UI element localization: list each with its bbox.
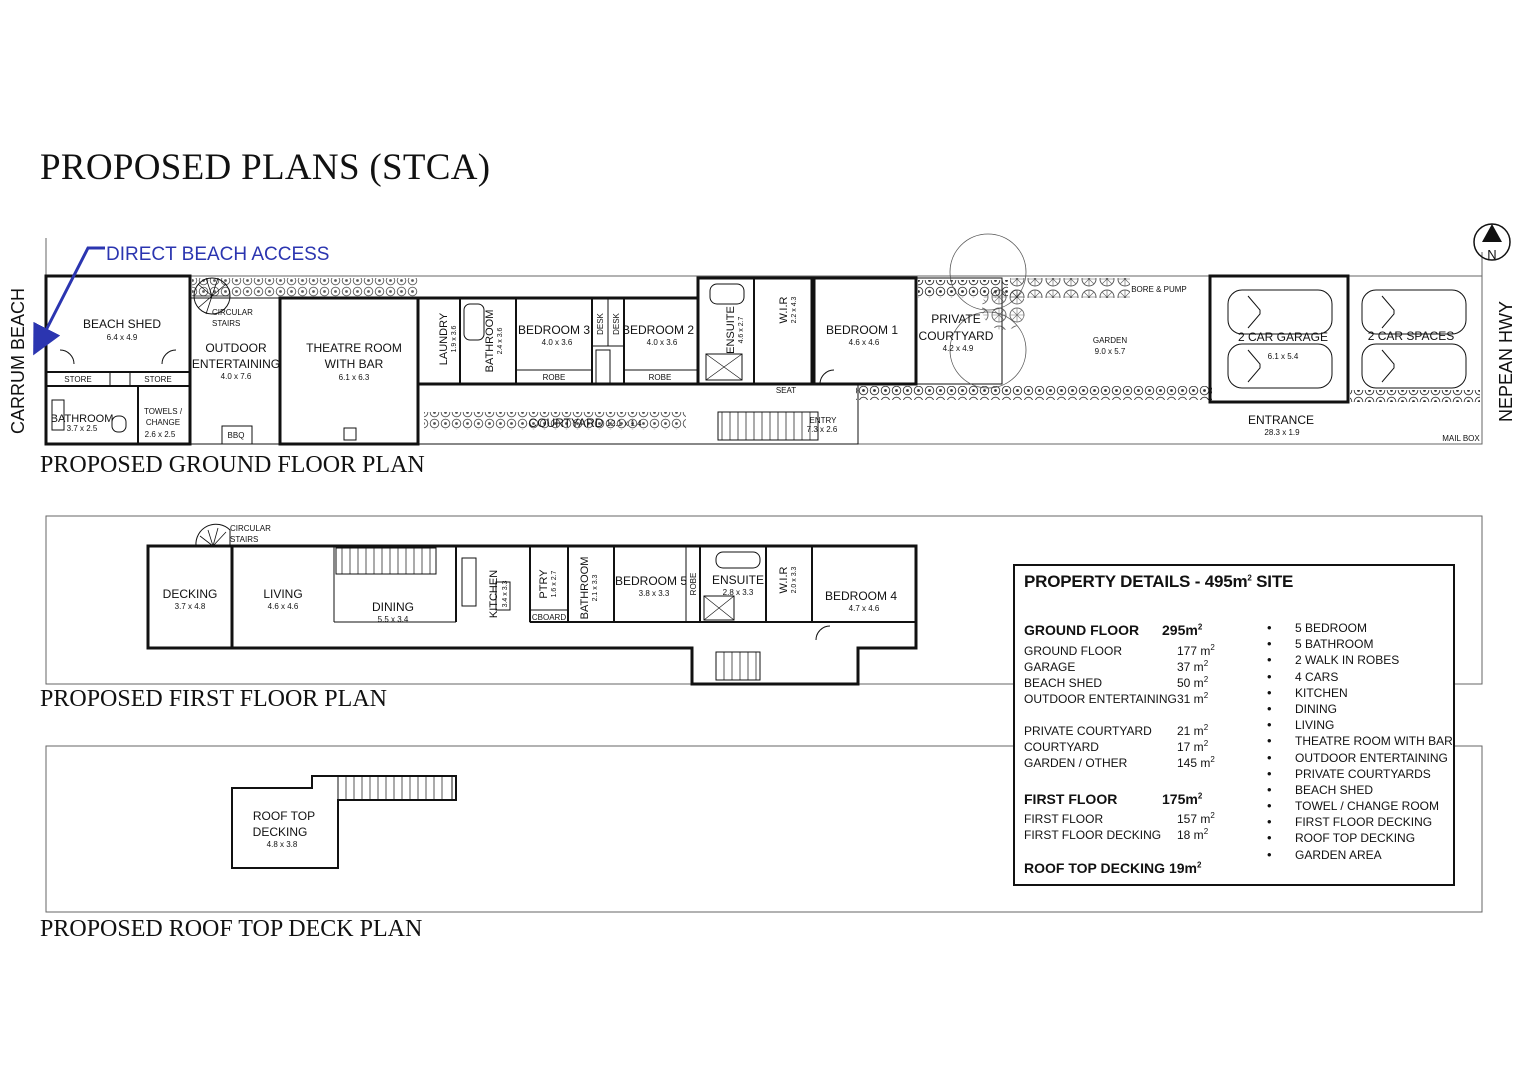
pantry-label: PTRY xyxy=(538,569,550,599)
change-label: CHANGE xyxy=(145,418,181,427)
bedroom1-label: BEDROOM 1 xyxy=(825,323,899,337)
ensuite-label: ENSUITE xyxy=(725,306,737,354)
carrum-beach-label: CARRUM BEACH xyxy=(8,287,28,434)
area-row: PRIVATE COURTYARD 21 $m^2$ xyxy=(1024,723,1209,738)
feature-item: • 5 BEDROOM xyxy=(1267,620,1453,636)
bathroom2-dim: 2.4 x 3.6 xyxy=(497,327,504,355)
first-floor-caption: PROPOSED FIRST FLOOR PLAN xyxy=(40,686,387,712)
bedroom3-dim: 4.0 x 3.6 xyxy=(541,338,573,347)
area-row: GROUND FLOOR 177 $m^2$ xyxy=(1024,643,1215,658)
feature-item: • THEATRE ROOM WITH BAR xyxy=(1267,733,1453,749)
outdoor-dim: 4.0 x 7.6 xyxy=(220,372,252,381)
garden-dim: 9.0 x 5.7 xyxy=(1094,347,1126,356)
dining-dim: 5.5 x 3.4 xyxy=(377,615,409,624)
feature-item: • GARDEN AREA xyxy=(1267,847,1453,863)
property-details-heading: PROPERTY DETAILS - $495m^2$ SITE xyxy=(1024,572,1294,591)
decking-dim: 3.7 x 4.8 xyxy=(174,602,206,611)
desk-label-1: DESK xyxy=(596,313,605,335)
bedroom2-label: BEDROOM 2 xyxy=(621,323,695,337)
area-row: GARDEN / OTHER 145 $m^2$ xyxy=(1024,755,1215,770)
ground-floor-caption: PROPOSED GROUND FLOOR PLAN xyxy=(40,452,425,478)
feature-item: • LIVING xyxy=(1267,717,1453,733)
shed-bathroom-label: BATHROOM xyxy=(50,413,114,425)
outdoor-label-2: ENTERTAINING xyxy=(191,357,281,371)
laundry-dim: 1.9 x 3.6 xyxy=(451,325,458,353)
first-floor-total: FIRST FLOOR $175m^2$ xyxy=(1024,791,1203,807)
circular-stairs-first xyxy=(196,524,230,546)
area-row: COURTYARD 17 $m^2$ xyxy=(1024,739,1209,754)
feature-item: • TOWEL / CHANGE ROOM xyxy=(1267,798,1453,814)
bbq-label: BBQ xyxy=(227,431,245,440)
garage-label: 2 CAR GARAGE xyxy=(1237,330,1329,344)
bedroom2-dim: 4.0 x 3.6 xyxy=(646,338,678,347)
entry-label: ENTRY xyxy=(809,416,837,425)
laundry-label: LAUNDRY xyxy=(438,312,450,366)
robe-label-1: ROBE xyxy=(542,373,566,382)
garage-dim: 6.1 x 5.4 xyxy=(1267,352,1299,361)
feature-item: • PRIVATE COURTYARDS xyxy=(1267,766,1453,782)
robe-label-2: ROBE xyxy=(648,373,672,382)
private-courtyard-dim: 4.2 x 4.9 xyxy=(942,344,974,353)
ff-circular-stairs-label-2: STAIRS xyxy=(230,535,259,544)
wir-dim: 2.2 x 4.3 xyxy=(791,296,798,324)
bore-pump-label: BORE & PUMP xyxy=(1131,285,1187,294)
beach-shed-dim: 6.4 x 4.9 xyxy=(106,333,138,342)
feature-item: • ROOF TOP DECKING xyxy=(1267,830,1453,846)
cboard-label: CBOARD xyxy=(531,613,567,622)
towels-label: TOWELS / xyxy=(143,407,183,416)
theatre-label-1: THEATRE ROOM xyxy=(306,341,402,355)
roof-deck-label-1: ROOF TOP xyxy=(252,809,316,823)
living-dim: 4.6 x 4.6 xyxy=(267,602,299,611)
kitchen-dim: 3.4 x 3.3 xyxy=(502,580,509,608)
feature-item: • KITCHEN xyxy=(1267,685,1453,701)
area-row: BEACH SHED 50 $m^2$ xyxy=(1024,675,1209,690)
shed-bathroom-dim: 3.7 x 2.5 xyxy=(66,424,98,433)
beach-access-label: DIRECT BEACH ACCESS xyxy=(106,244,330,265)
bedroom4-label: BEDROOM 4 xyxy=(824,589,898,603)
feature-item: • 4 CARS xyxy=(1267,669,1453,685)
ensuite-dim: 4.6 x 2.7 xyxy=(738,316,745,344)
dining-label: DINING xyxy=(372,600,414,614)
pantry-dim: 1.6 x 2.7 xyxy=(551,570,558,598)
store-label-1: STORE xyxy=(64,375,92,384)
feature-item: • BEACH SHED xyxy=(1267,782,1453,798)
bedroom1-dim: 4.6 x 4.6 xyxy=(848,338,880,347)
bedroom4-dim: 4.7 x 4.6 xyxy=(848,604,880,613)
entrance-label: ENTRANCE xyxy=(1247,413,1315,427)
ff-wir-dim: 2.0 x 3.3 xyxy=(791,566,798,594)
wir-label: W.I.R xyxy=(778,296,790,324)
ff-bathroom-label: BATHROOM xyxy=(579,556,591,620)
living-label: LIVING xyxy=(263,587,303,601)
nepean-hwy-label: NEPEAN HWY xyxy=(1496,300,1516,422)
feature-item: • OUTDOOR ENTERTAINING xyxy=(1267,750,1453,766)
theatre-label-2: WITH BAR xyxy=(324,357,384,371)
bedroom5-label: BEDROOM 5 xyxy=(614,574,688,588)
area-row: FIRST FLOOR 157 $m^2$ xyxy=(1024,811,1215,826)
north-label: N xyxy=(1487,247,1497,262)
entry-dim: 7.3 x 2.6 xyxy=(806,425,838,434)
ff-bathroom-dim: 2.1 x 3.3 xyxy=(592,574,599,602)
courtyard-dim: 12.1 x 1.4 xyxy=(606,419,642,428)
bedroom5-dim: 3.8 x 3.3 xyxy=(638,589,670,598)
roof-deck-caption: PROPOSED ROOF TOP DECK PLAN xyxy=(40,916,423,942)
roof-deck-total: ROOF TOP DECKING $19m^2$ xyxy=(1024,860,1202,876)
courtyard-label: COURTYARD xyxy=(528,416,604,430)
ff-ensuite-dim: 2.8 x 3.3 xyxy=(722,588,754,597)
ff-ensuite-label: ENSUITE xyxy=(711,573,765,587)
private-courtyard-label-1: PRIVATE xyxy=(931,312,981,326)
outdoor-label-1: OUTDOOR xyxy=(205,341,267,355)
circular-stairs-label-2: STAIRS xyxy=(212,319,241,328)
bathroom2-label: BATHROOM xyxy=(484,309,496,373)
seat-label: SEAT xyxy=(775,386,797,395)
feature-list xyxy=(1267,620,1453,863)
ff-circular-stairs-label-1: CIRCULAR xyxy=(230,524,271,533)
feature-item: • 2 WALK IN ROBES xyxy=(1267,652,1453,668)
ff-robe-label: ROBE xyxy=(689,572,698,596)
mailbox-label: MAIL BOX xyxy=(1442,434,1480,443)
roof-deck-label-2: DECKING xyxy=(252,825,308,839)
feature-item: • DINING xyxy=(1267,701,1453,717)
garden-label: GARDEN xyxy=(1092,336,1128,345)
entrance-dim: 28.3 x 1.9 xyxy=(1264,428,1300,437)
property-details-panel xyxy=(1013,564,1455,886)
desk-label-2: DESK xyxy=(612,313,621,335)
kitchen-label: KITCHEN xyxy=(488,569,500,619)
beach-shed-label: BEACH SHED xyxy=(82,317,162,331)
theatre-dim: 6.1 x 6.3 xyxy=(338,373,370,382)
ground-floor-total: GROUND FLOOR $295m^2$ xyxy=(1024,622,1203,638)
store-label-2: STORE xyxy=(144,375,172,384)
area-row: OUTDOOR ENTERTAINING 31 $m^2$ xyxy=(1024,691,1209,706)
circular-stairs-label-1: CIRCULAR xyxy=(212,308,253,317)
private-courtyard-label-2: COURTYARD xyxy=(918,329,994,343)
decking-label: DECKING xyxy=(162,587,218,601)
page-title: PROPOSED PLANS (STCA) xyxy=(40,147,491,188)
bedroom3-label: BEDROOM 3 xyxy=(517,323,591,337)
towels-dim: 2.6 x 2.5 xyxy=(144,430,176,439)
feature-item: • 5 BATHROOM xyxy=(1267,636,1453,652)
area-row: FIRST FLOOR DECKING 18 $m^2$ xyxy=(1024,827,1209,842)
car-spaces-label: 2 CAR SPACES xyxy=(1367,329,1455,343)
feature-item: • FIRST FLOOR DECKING xyxy=(1267,814,1453,830)
ff-wir-label: W.I.R xyxy=(778,566,790,594)
roof-deck-dim: 4.8 x 3.8 xyxy=(266,840,298,849)
area-row: GARAGE 37 $m^2$ xyxy=(1024,659,1209,674)
